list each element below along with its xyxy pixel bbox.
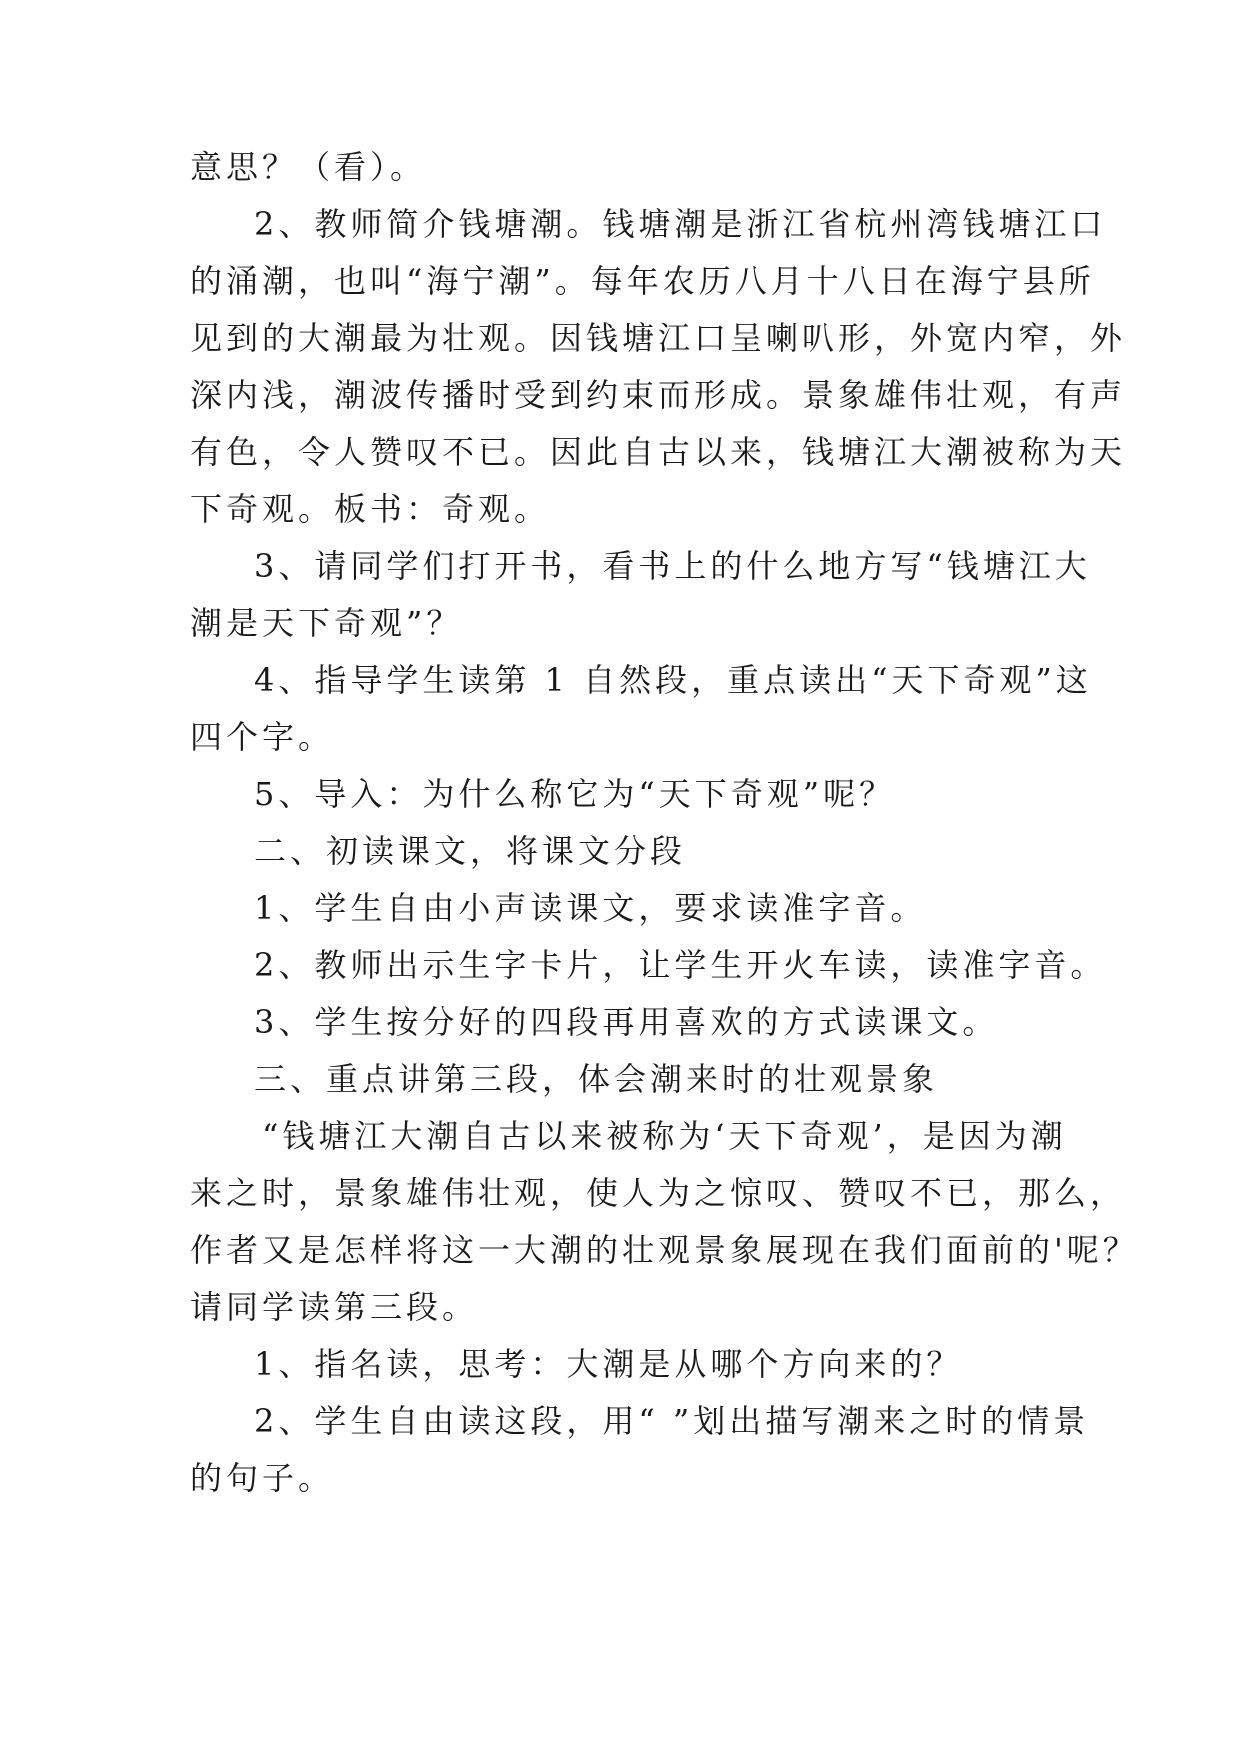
text-line: 的涌潮，也叫“海宁潮”。每年农历八月十八日在海宁县所 — [190, 262, 1095, 300]
text-line: 4、指导学生读第 1 自然段，重点读出“天下奇观”这 — [254, 661, 1092, 699]
text-line: 1、学生自由小声读课文，要求读准字音。 — [254, 889, 927, 927]
text-line: “钱塘江大潮自古以来被称为‘天下奇观’，是因为潮 — [262, 1117, 1067, 1155]
text-line: 深内浅，潮波传播时受到约束而形成。景象雄伟壮观，有声 — [190, 376, 1127, 414]
text-line: 的句子。 — [190, 1459, 335, 1497]
text-line: 3、请同学们打开书，看书上的什么地方写“钱塘江大 — [254, 547, 1091, 585]
text-line: 有色，令人赞叹不已。因此自古以来，钱塘江大潮被称为天 — [190, 433, 1127, 471]
text-line: 下奇观。板书：奇观。 — [190, 490, 551, 528]
text-line: 3、学生按分好的四段再用喜欢的方式读课文。 — [254, 1003, 999, 1041]
text-line: 2、教师简介钱塘潮。钱塘潮是浙江省杭州湾钱塘江口 — [254, 205, 1107, 243]
text-line: 潮是天下奇观”？ — [190, 604, 463, 642]
text-line: 5、导入：为什么称它为“天下奇观”呢？ — [254, 775, 896, 813]
text-line: 1、指名读，思考：大潮是从哪个方向来的？ — [254, 1345, 963, 1383]
text-line: 见到的大潮最为壮观。因钱塘江口呈喇叭形，外宽内窄，外 — [190, 319, 1127, 357]
section-heading: 三、重点讲第三段，体会潮来时的壮观景象 — [254, 1060, 939, 1098]
text-line: 2、学生自由读这段，用“ ”划出描写潮来之时的情景 — [254, 1402, 1090, 1440]
text-line: 意思？（看）。 — [190, 148, 427, 186]
text-line: 来之时，景象雄伟壮观，使人为之惊叹、赞叹不已，那么， — [190, 1174, 1127, 1212]
text-line: 请同学读第三段。 — [190, 1288, 479, 1326]
text-line: 2、教师出示生字卡片，让学生开火车读，读准字音。 — [254, 946, 1107, 984]
text-line: 四个字。 — [190, 718, 335, 756]
section-heading: 二、初读课文，将课文分段 — [254, 832, 687, 870]
text-line: 作者又是怎样将这一大潮的壮观景象展现在我们面前的'呢？ — [190, 1231, 1139, 1269]
